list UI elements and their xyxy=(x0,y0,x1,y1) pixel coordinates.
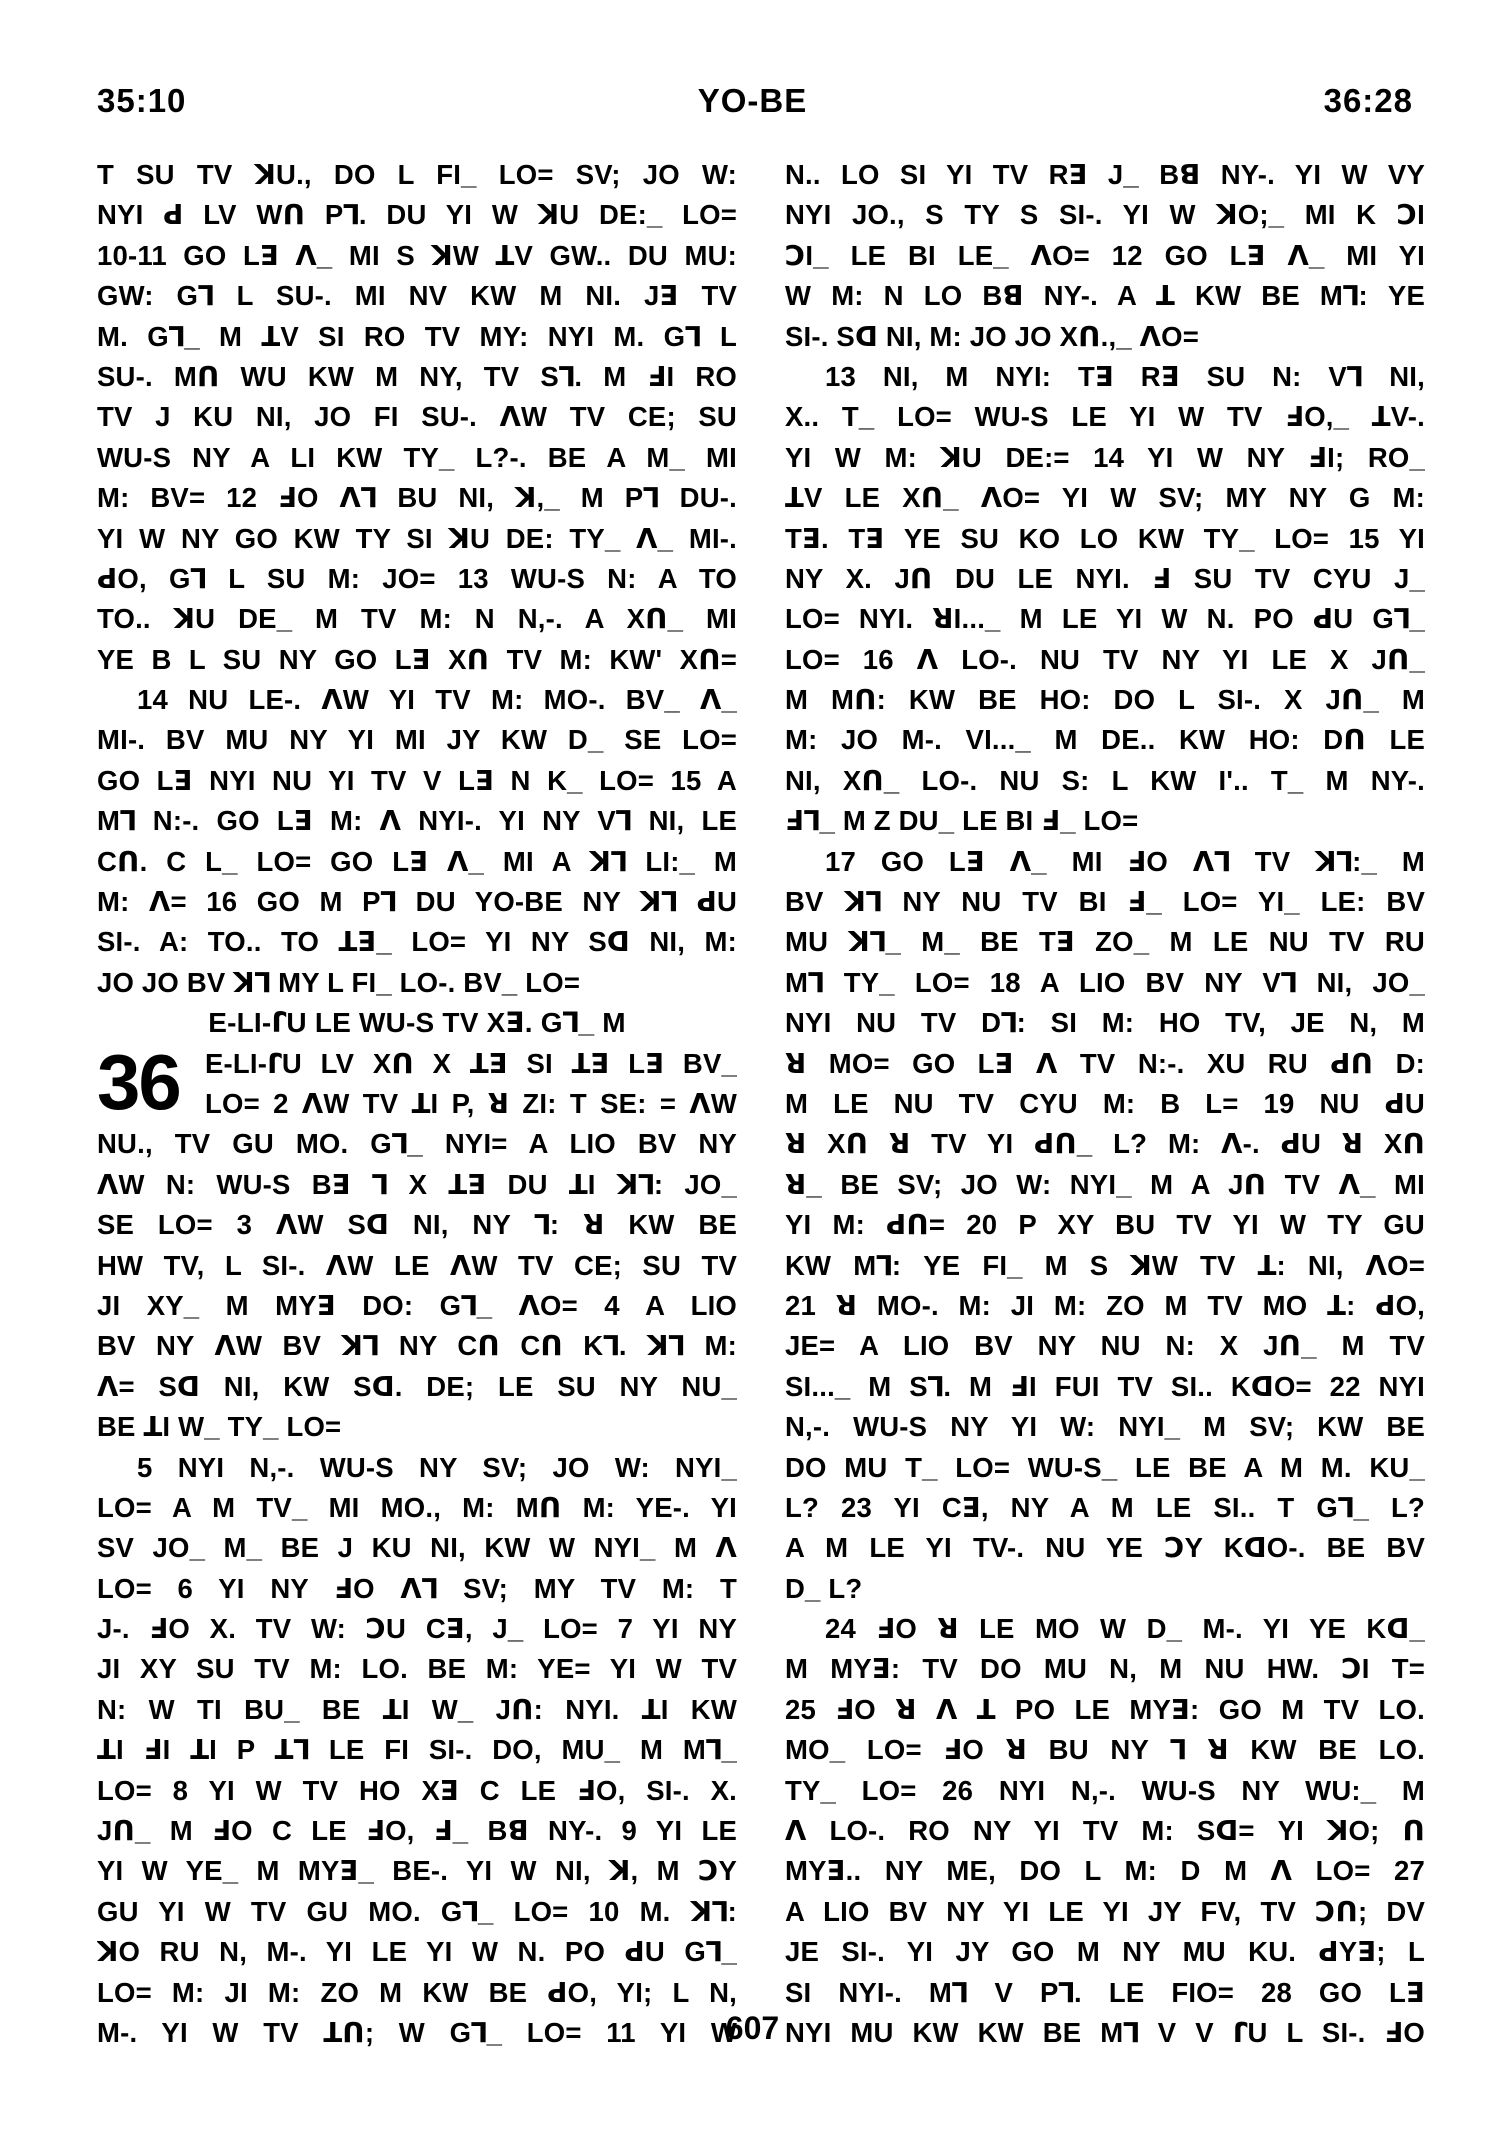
text-line: A M LE YI TV-. NU YE ꓛY KꓷO-. BE BV xyxy=(785,1532,1425,1564)
text-line: M. Gꓶ_ M ꓕV SI RO TV MY: NYI M. Gꓶ L xyxy=(97,320,737,352)
text-line: SI-. Sꓷ NI, M: JO JO Xꓵ.,_ ꓥO= xyxy=(785,320,1199,352)
text-line: NYI MU KW KW BE Mꓶ V V ꓩU L SI-. ꓞO xyxy=(785,2016,1425,2048)
text-line: LO= 16 ꓥ LO-. NU TV NY YI LE X Jꓵ_ xyxy=(785,643,1425,675)
text-line: 17 GO Lꓱ ꓥ_ MI ꓞO ꓥꓶ TV ꓘꓶ:_ M xyxy=(825,845,1425,877)
text-line: LO= 2 ꓥW TV ꓕI P, ꓤ ZI: T SE: = ꓥW xyxy=(205,1087,737,1119)
page-number: 607 xyxy=(725,2010,780,2046)
text-line: ꓥW N: WU-S Bꓱ ꓶ X ꓕꓱ DU ꓕI ꓘꓶ: JO_ xyxy=(97,1168,737,1200)
text-line: J-. ꓞO X. TV W: ꓛU Cꓱ, J_ LO= 7 YI NY xyxy=(97,1613,737,1645)
text-line: NYI NU TV Dꓶ: SI M: HO TV, JE N, M xyxy=(785,1007,1425,1039)
text-line: MYꓱ.. NY ME, DO L M: D M ꓥ LO= 27 xyxy=(785,1855,1425,1887)
text-line: N.. LO SI YI TV Rꓱ J_ Bꓭ NY-. YI W VY xyxy=(785,159,1425,190)
text-line: N,-. WU-S NY YI W: NYI_ M SV; KW BE xyxy=(785,1411,1425,1443)
text-line: TO.. ꓘU DE_ M TV M: N N,-. A Xꓵ_ MI xyxy=(97,603,737,635)
text-line: YI W M: ꓘU DE:= 14 YI W NY ꓞI; RO_ xyxy=(785,441,1425,473)
text-line: ꓞꓶ_ M Z DU_ LE BI ꓞ_ LO= xyxy=(785,805,1139,837)
text-line: TV J KU NI, JO FI SU-. ꓥW TV CE; SU xyxy=(97,401,737,433)
text-line: NYI JO., S TY S SI-. YI W ꓘO;_ MI K ꓛI xyxy=(785,199,1425,231)
text-line: Tꓱ. Tꓱ YE SU KO LO KW TY_ LO= 15 YI xyxy=(785,522,1425,554)
text-line: NU., TV GU MO. Gꓶ_ NYI= A LIO BV NY xyxy=(97,1128,737,1160)
text-line: LO= M: JI M: ZO M KW BE ꓒO, YI; L N, xyxy=(97,1976,737,2008)
text-line: SI-. A: TO.. TO ꓕꓱ_ LO= YI NY Sꓷ NI, M: xyxy=(97,926,737,958)
text-line: 25 ꓞO ꓤ ꓥ ꓕ PO LE MYꓱ: GO M TV LO. xyxy=(785,1693,1425,1725)
text-line: SI NYI-. Mꓶ V Pꓶ. LE FIO= 28 GO Lꓱ xyxy=(785,1976,1425,2008)
text-line: ꓥ LO-. RO NY YI TV M: Sꓷ= YI ꓘO; ꓵ xyxy=(785,1815,1425,1847)
text-column-left xyxy=(97,155,737,2053)
text-line: ꓘO RU N, M-. YI LE YI W N. PO ꓒU Gꓶ_ xyxy=(97,1936,737,1968)
text-line: 5 NYI N,-. WU-S NY SV; JO W: NYI_ xyxy=(137,1451,737,1483)
text-line: ꓤ Xꓵ ꓤ TV YI ꓒꓵ_ L? M: ꓥ-. ꓒU ꓤ Xꓵ xyxy=(785,1128,1425,1160)
text-line: 13 NI, M NYI: Tꓱ Rꓱ SU N: Vꓶ NI, xyxy=(825,360,1425,392)
text-line: LO= 8 YI W TV HO Xꓱ C LE ꓞO, SI-. X. xyxy=(97,1774,737,1806)
text-line: ꓒO, Gꓶ L SU M: JO= 13 WU-S N: A TO xyxy=(97,562,737,594)
text-line: Mꓶ N:-. GO Lꓱ M: ꓥ NYI-. YI NY Vꓶ NI, LE xyxy=(97,805,737,837)
text-line: LO= NYI. ꓤI..._ M LE YI W N. PO ꓒU Gꓶ_ xyxy=(785,603,1425,635)
text-line: NYI ꓒ LV Wꓵ Pꓶ. DU YI W ꓘU DE:_ LO= xyxy=(97,199,737,231)
text-line: 21 ꓤ MO-. M: JI M: ZO M TV MO ꓕ: ꓒO, xyxy=(785,1289,1425,1321)
text-line: 14 NU LE-. ꓥW YI TV M: MO-. BV_ ꓥ_ xyxy=(137,684,737,716)
text-line: SV JO_ M_ BE J KU NI, KW W NYI_ M ꓥ xyxy=(97,1532,737,1564)
chapter-opening xyxy=(97,1037,737,1126)
text-line: ꓤ MO= GO Lꓱ ꓥ TV N:-. XU RU ꓒꓵ D: xyxy=(785,1047,1425,1079)
text-line: N: W TI BU_ BE ꓕI W_ Jꓵ: NYI. ꓕI KW xyxy=(97,1693,737,1725)
running-head-end-ref: 36:28 xyxy=(1323,82,1413,119)
text-line: E-LI-ꓩU LV Xꓵ X ꓕꓱ SI ꓕꓱ Lꓱ BV_ xyxy=(205,1047,737,1079)
text-line: JE SI-. YI JY GO M NY MU KU. ꓒYꓱ; L xyxy=(785,1936,1425,1968)
text-line: BV NY ꓥW BV ꓘꓶ NY Cꓵ Cꓵ Kꓶ. ꓘꓶ M: xyxy=(97,1330,737,1362)
text-line: ꓕV LE Xꓵ_ ꓥO= YI W SV; MY NY G M: xyxy=(785,482,1425,514)
text-line: YI M: ꓒꓵ= 20 P XY BU TV YI W TY GU xyxy=(785,1209,1425,1241)
text-line: SU-. Mꓵ WU KW M NY, TV Sꓶ. M ꓞI RO xyxy=(97,360,737,392)
text-line: Mꓶ TY_ LO= 18 A LIO BV NY Vꓶ NI, JO_ xyxy=(785,966,1425,998)
text-line: JO JO BV ꓘꓶ MY L FI_ LO-. BV_ LO= xyxy=(97,966,581,998)
text-column-right xyxy=(785,155,1425,2053)
chapter-number: 36 xyxy=(97,1037,180,1126)
text-line: NI, Xꓵ_ LO-. NU S: L KW I'.. T_ M NY-. xyxy=(785,764,1425,796)
text-line: BV ꓘꓶ NY NU TV BI ꓞ_ LO= YI_ LE: BV xyxy=(785,886,1425,918)
text-line: M LE NU TV CYU M: B L= 19 NU ꓒU xyxy=(785,1087,1425,1119)
text-line: ꓕI ꓞI ꓕI P ꓕꓶ LE FI SI-. DO, MU_ M Mꓶ_ xyxy=(97,1734,737,1766)
text-line: JI XY_ M MYꓱ DO: Gꓶ_ ꓥO= 4 A LIO xyxy=(97,1289,737,1321)
text-line: LO= A M TV_ MI MO., M: Mꓵ M: YE-. YI xyxy=(97,1491,737,1523)
text-line: TY_ LO= 26 NYI N,-. WU-S NY WU:_ M xyxy=(785,1774,1425,1806)
text-line: WU-S NY A LI KW TY_ L?-. BE A M_ MI xyxy=(97,441,737,473)
text-line: M-. YI W TV ꓕꓵ; W Gꓶ_ LO= 11 YI W xyxy=(97,2016,737,2048)
text-line: YE B L SU NY GO Lꓱ Xꓵ TV M: KW' Xꓵ= xyxy=(97,643,737,675)
running-head-book-title: YO-BE xyxy=(697,82,808,119)
text-line: M Mꓵ: KW BE HO: DO L SI-. X Jꓵ_ M xyxy=(785,684,1425,716)
text-line: A LIO BV NY YI LE YI JY FV, TV ꓛꓵ; DV xyxy=(785,1895,1425,1927)
section-heading: E-LI-ꓩU LE WU-S TV Xꓱ. Gꓶ_ M xyxy=(208,1007,626,1039)
text-line: M: BV= 12 ꓞO ꓥꓶ BU NI, ꓘ,_ M Pꓶ DU-. xyxy=(97,482,737,514)
text-line: MI-. BV MU NY YI MI JY KW D_ SE LO= xyxy=(97,724,737,756)
running-head-start-ref: 35:10 xyxy=(97,82,187,119)
text-line: JE= A LIO BV NY NU N: X Jꓵ_ M TV xyxy=(785,1330,1425,1362)
text-line: 24 ꓞO ꓤ LE MO W D_ M-. YI YE Kꓷ_ xyxy=(825,1613,1425,1645)
text-line: ꓤ_ BE SV; JO W: NYI_ M A Jꓵ TV ꓥ_ MI xyxy=(785,1168,1425,1200)
text-line: YI W YE_ M MYꓱ_ BE-. YI W NI, ꓘ, M ꓛY xyxy=(97,1855,737,1887)
text-line: JI XY SU TV M: LO. BE M: YE= YI W TV xyxy=(97,1653,737,1685)
text-line: T SU TV ꓘU., DO L FI_ LO= SV; JO W: xyxy=(97,159,737,190)
text-line: D_ L? xyxy=(785,1572,863,1604)
text-line: YI W NY GO KW TY SI ꓘU DE: TY_ ꓥ_ MI-. xyxy=(97,522,737,554)
text-line: ꓛI_ LE BI LE_ ꓥO= 12 GO Lꓱ ꓥ_ MI YI xyxy=(785,239,1425,271)
text-line: SE LO= 3 ꓥW Sꓷ NI, NY ꓶ: ꓤ KW BE xyxy=(97,1209,737,1241)
text-line: M: JO M-. VI..._ M DE.. KW HO: Dꓵ LE xyxy=(785,724,1425,756)
text-line: DO MU T_ LO= WU-S_ LE BE A M M. KU_ xyxy=(785,1451,1425,1483)
text-line: M: ꓥ= 16 GO M Pꓶ DU YO-BE NY ꓘꓶ ꓒU xyxy=(97,886,737,918)
text-line: GU YI W TV GU MO. Gꓶ_ LO= 10 M. ꓘꓶ: xyxy=(97,1895,737,1927)
text-line: BE ꓕI W_ TY_ LO= xyxy=(97,1411,342,1443)
text-line: LO= 6 YI NY ꓞO ꓥꓶ SV; MY TV M: T xyxy=(97,1572,737,1604)
text-line: Cꓵ. C L_ LO= GO Lꓱ ꓥ_ MI A ꓘꓶ LI:_ M xyxy=(97,845,737,877)
text-line: HW TV, L SI-. ꓥW LE ꓥW TV CE; SU TV xyxy=(97,1249,737,1281)
text-line: M MYꓱ: TV DO MU N, M NU HW. ꓛI T= xyxy=(785,1653,1425,1685)
text-line: Jꓵ_ M ꓞO C LE ꓞO, ꓞ_ Bꓭ NY-. 9 YI LE xyxy=(97,1815,737,1847)
text-line: KW Mꓶ: YE FI_ M S ꓘW TV ꓕ: NI, ꓥO= xyxy=(785,1249,1425,1281)
text-line: MO_ LO= ꓞO ꓤ BU NY ꓶ ꓤ KW BE LO. xyxy=(785,1734,1425,1766)
text-line: MU ꓘꓶ_ M_ BE Tꓱ ZO_ M LE NU TV RU xyxy=(785,926,1425,958)
text-line: SI..._ M Sꓶ. M ꓞI FUI TV SI.. KꓷO= 22 NYI xyxy=(785,1370,1425,1402)
text-line: L? 23 YI Cꓱ, NY A M LE SI.. T Gꓶ_ L? xyxy=(785,1491,1425,1523)
text-line: ꓥ= Sꓷ NI, KW Sꓷ. DE; LE SU NY NU_ xyxy=(97,1370,737,1402)
text-line: W M: N LO Bꓭ NY-. A ꓕ KW BE Mꓶ: YE xyxy=(785,280,1425,312)
text-line: GW: Gꓶ L SU-. MI NV KW M NI. Jꓱ TV xyxy=(97,280,737,312)
text-line: X.. T_ LO= WU-S LE YI W TV ꓞO,_ ꓕV-. xyxy=(785,401,1425,433)
text-line: GO Lꓱ NYI NU YI TV V Lꓱ N K_ LO= 15 A xyxy=(97,764,737,796)
text-line: NY X. Jꓵ DU LE NYI. ꓞ SU TV CYU J_ xyxy=(785,562,1425,594)
text-line: 10-11 GO Lꓱ ꓥ_ MI S ꓘW ꓕV GW.. DU MU: xyxy=(97,239,737,271)
